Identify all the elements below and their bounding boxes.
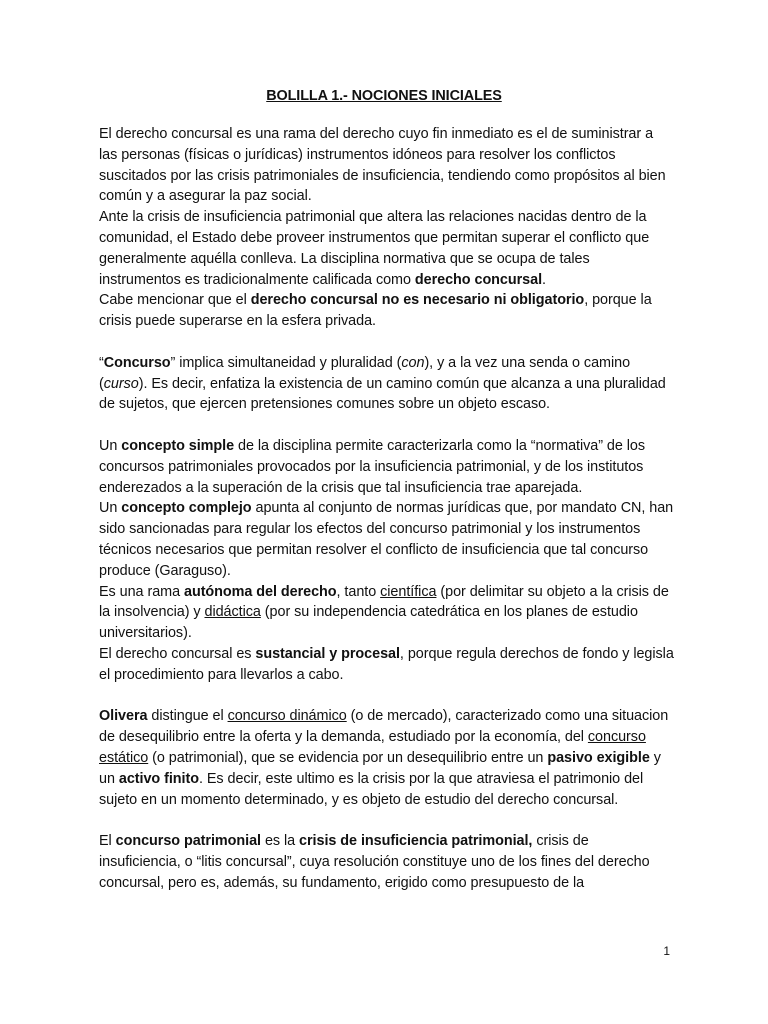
text-run: distingue el	[147, 708, 228, 725]
text-run: (o de mercado), caracterizado como una situacion de desequilibrio entre la oferta y la demanda, estudiado por la economía, del	[99, 708, 669, 746]
paragraph-simple-concept	[99, 436, 674, 498]
paragraph-concurso-meaning	[99, 353, 674, 415]
paragraph-olivera	[99, 706, 674, 810]
bold-term: derecho concursal no es necesario ni obligatorio	[250, 292, 585, 309]
text-run: El	[99, 833, 116, 850]
page-number: 1	[663, 944, 670, 958]
bold-term: crisis de insuficiencia patrimonial,	[299, 833, 533, 850]
bold-term: concepto complejo	[121, 500, 252, 517]
underlined-term: científica	[380, 583, 437, 600]
text-run: y un	[99, 749, 661, 787]
document-body	[99, 124, 674, 893]
bold-term: sustancial y procesal	[255, 645, 400, 662]
text-run: apunta al conjunto de normas jurídicas que, por mandato CN, han sido sancionadas para regular los efectos del concurso patrimonial y los instrumentos técnicos necesarios que permitan resolver el conflicto de insuficiencia que tal concurso produce (Garaguso).	[99, 500, 674, 579]
italic-term: curso	[103, 375, 139, 392]
text-run: ), y a la vez una senda o camino (	[99, 354, 631, 392]
paragraph-patrimonial-concurso	[99, 831, 674, 893]
text-run: (por su independencia catedrática en los planes de estudio universitarios).	[99, 604, 638, 642]
italic-term: con	[401, 354, 425, 371]
text-run: Ante la crisis de insuficiencia patrimonial que altera las relaciones nacidas dentro de la comunidad, el Estado debe proveer instrumentos que permitan superar el conflicto que generalmente aquélla conlleva. La disciplina normativa que se ocupa de tales instrumentos es tradicionalmente calificada como	[99, 209, 650, 288]
text-run: “	[99, 354, 104, 371]
paragraph-substantive-procedural	[99, 644, 674, 686]
text-run: , porque la crisis puede superarse en la esfera privada.	[99, 292, 652, 330]
text-run: .	[542, 271, 546, 288]
paragraph-not-mandatory	[99, 290, 674, 332]
underlined-term: concurso estático	[99, 729, 646, 766]
text-run: , tanto	[336, 583, 381, 600]
document-title: BOLILLA 1.- NOCIONES INICIALES	[266, 88, 502, 104]
bold-term: pasivo exigible	[547, 749, 650, 766]
text-run: ). Es decir, enfatiza la existencia de un camino común que alcanza a una pluralidad de sujetos, que ejercen pretensiones comunes sobre un objeto escaso.	[99, 375, 666, 413]
text-run: (o patrimonial), que se evidencia por un desequilibrio entre un	[148, 749, 548, 766]
underlined-term: didáctica	[204, 604, 261, 621]
text-run: ” implica simultaneidad y pluralidad (	[170, 354, 402, 371]
bold-term: activo finito	[118, 770, 199, 787]
text-run: Un	[99, 500, 122, 517]
text-run: El derecho concursal es	[99, 645, 256, 662]
paragraph-autonomy	[99, 582, 674, 644]
paragraph-definition	[99, 124, 674, 207]
bold-term: Olivera	[99, 708, 148, 725]
bold-term: autónoma del derecho	[184, 583, 337, 600]
bold-term: Concurso	[103, 354, 171, 371]
paragraph-state-role	[99, 207, 674, 290]
bold-term: concurso patrimonial	[115, 833, 261, 850]
paragraph-complex-concept	[99, 498, 674, 581]
text-run: , porque regula derechos de fondo y legisla el procedimiento para llevarlos a cabo.	[99, 645, 674, 683]
text-run: es la	[261, 833, 300, 850]
text-run: Es una rama	[99, 583, 184, 600]
underlined-term: concurso dinámico	[227, 708, 347, 725]
text-run: de la disciplina permite caracterizarla como la “normativa” de los concursos patrimoniales provocados por la insuficiencia patrimonial, y de los institutos enderezados a la superación de la crisis que tal insuficiencia trae aparejada.	[99, 437, 646, 496]
bold-term: concepto simple	[121, 437, 235, 454]
text-run: Cabe mencionar que el	[99, 292, 251, 309]
bold-term: derecho concursal	[414, 271, 543, 288]
text-run: crisis de insuficiencia, o “litis concursal”, cuya resolución constituye uno de los fines del derecho concursal, pero es, además, su fundamento, erigido como presupuesto de la	[99, 833, 650, 891]
text-run: . Es decir, este ultimo es la crisis por la que atraviesa el patrimonio del sujeto en un momento determinado, y es objeto de estudio del derecho concursal.	[99, 770, 644, 808]
text-run: (por delimitar su objeto a la crisis de la insolvencia) y	[99, 583, 669, 621]
text-run: Un	[99, 437, 122, 454]
text-run: El derecho concursal es una rama del derecho cuyo fin inmediato es el de suministrar a las personas (físicas o jurídicas) instrumentos idóneos para resolver los conflictos suscitados por las crisis patrimoniales de insuficiencia, tendiendo como propósitos al bien común y a asegurar la paz social.	[99, 126, 666, 205]
